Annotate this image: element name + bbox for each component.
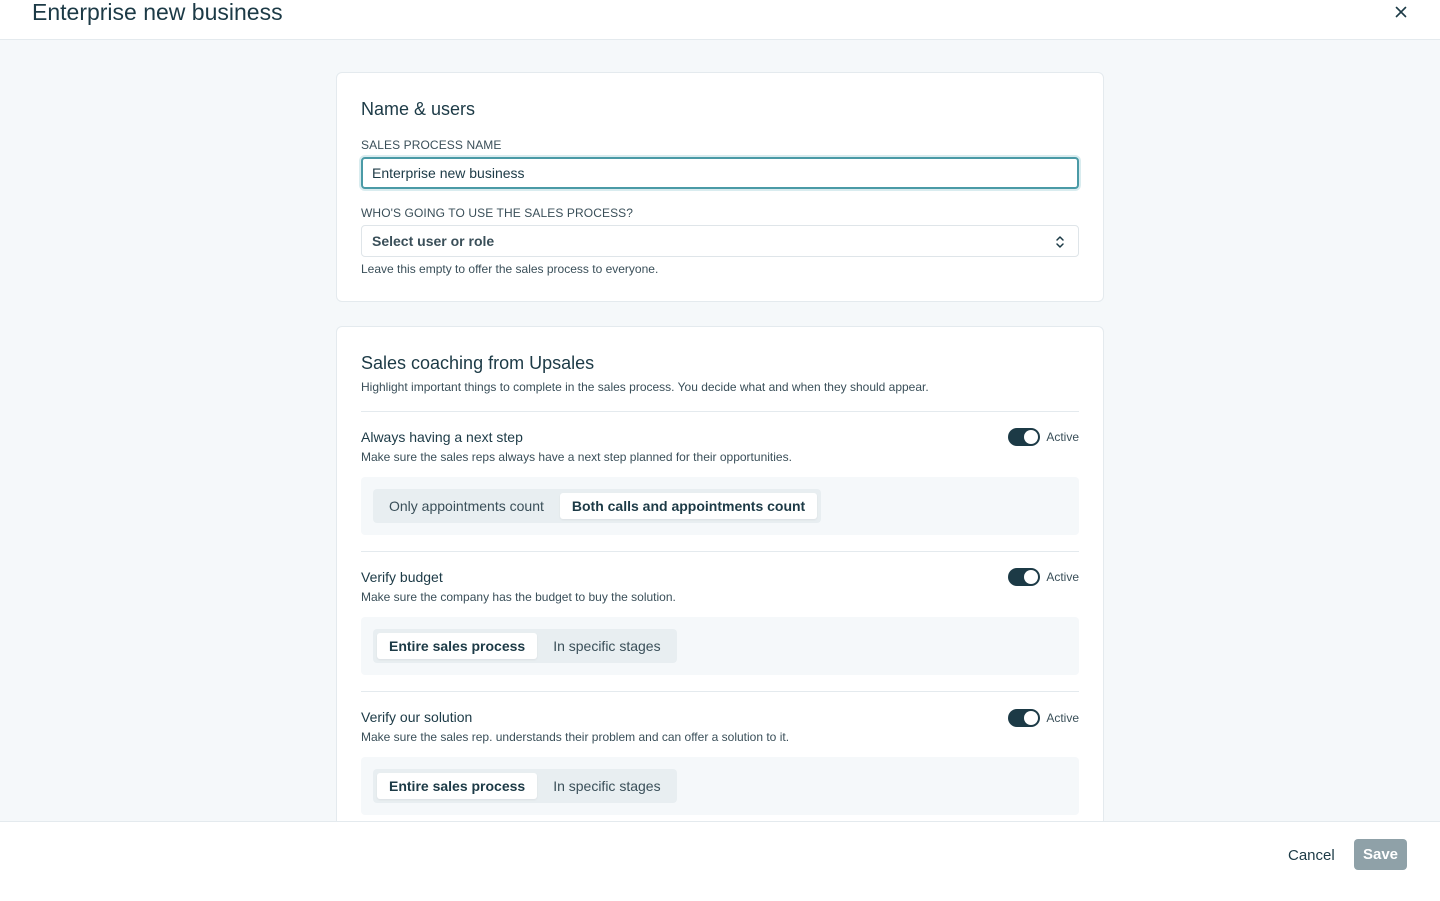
toggle-knob <box>1024 430 1038 444</box>
card-title: Sales coaching from Upsales <box>361 353 595 373</box>
toggle-switch[interactable] <box>1008 568 1040 586</box>
verify-solution-toggle[interactable] <box>1008 708 1079 728</box>
card-title: Name & users <box>361 99 476 119</box>
modal-header <box>0 0 1440 40</box>
card-description: Highlight important things to complete in the sales process. You decide what and when they should appear. <box>361 380 929 394</box>
page-title: Enterprise new business <box>32 0 283 25</box>
coaching-item-title: Verify our solution <box>361 709 473 725</box>
divider <box>361 551 1079 552</box>
coaching-item-title: Verify budget <box>361 569 443 585</box>
option-calls-and-appointments[interactable]: Both calls and appointments count <box>560 493 817 519</box>
close-icon <box>1392 3 1410 21</box>
users-label: WHO'S GOING TO USE THE SALES PROCESS? <box>361 206 634 220</box>
option-entire-sales-process[interactable]: Entire sales process <box>377 773 537 799</box>
toggle-knob <box>1024 711 1038 725</box>
option-entire-sales-process[interactable]: Entire sales process <box>377 633 537 659</box>
close-button[interactable] <box>1392 3 1410 21</box>
segmented-control <box>373 489 821 523</box>
sales-process-name-label: SALES PROCESS NAME <box>361 138 502 152</box>
coaching-item-description: Make sure the sales rep. understands their problem and can offer a solution to it. <box>361 730 790 744</box>
option-specific-stages[interactable]: In specific stages <box>541 633 672 659</box>
next-step-toggle[interactable] <box>1008 427 1079 447</box>
option-specific-stages[interactable]: In specific stages <box>541 773 672 799</box>
coaching-item-title: Always having a next step <box>361 429 523 445</box>
coaching-item-options <box>361 757 1079 815</box>
chevron-up-down-icon <box>1054 234 1066 250</box>
toggle-switch[interactable] <box>1008 709 1040 727</box>
name-users-card <box>336 72 1104 302</box>
verify-budget-toggle[interactable] <box>1008 567 1079 587</box>
coaching-item-options <box>361 617 1079 675</box>
sales-process-name-input[interactable] <box>361 157 1079 189</box>
coaching-item-description: Make sure the company has the budget to buy the solution. <box>361 590 676 604</box>
toggle-switch[interactable] <box>1008 428 1040 446</box>
divider <box>361 691 1079 692</box>
users-help-text: Leave this empty to offer the sales process to everyone. <box>361 262 659 276</box>
coaching-item-options <box>361 477 1079 535</box>
segmented-control <box>373 769 677 803</box>
divider <box>361 411 1079 412</box>
user-role-select[interactable] <box>361 225 1079 257</box>
sales-coaching-card <box>336 326 1104 821</box>
modal-content[interactable] <box>0 40 1440 821</box>
option-only-appointments[interactable]: Only appointments count <box>377 493 556 519</box>
toggle-status-label: Active <box>1046 711 1079 725</box>
toggle-knob <box>1024 570 1038 584</box>
save-button[interactable]: Save <box>1354 839 1407 870</box>
user-role-select-placeholder: Select user or role <box>372 233 495 249</box>
modal-footer <box>0 821 1440 901</box>
cancel-button[interactable]: Cancel <box>1276 840 1347 870</box>
coaching-item-description: Make sure the sales reps always have a next step planned for their opportunities. <box>361 450 792 464</box>
toggle-status-label: Active <box>1046 570 1079 584</box>
segmented-control <box>373 629 677 663</box>
toggle-status-label: Active <box>1046 430 1079 444</box>
